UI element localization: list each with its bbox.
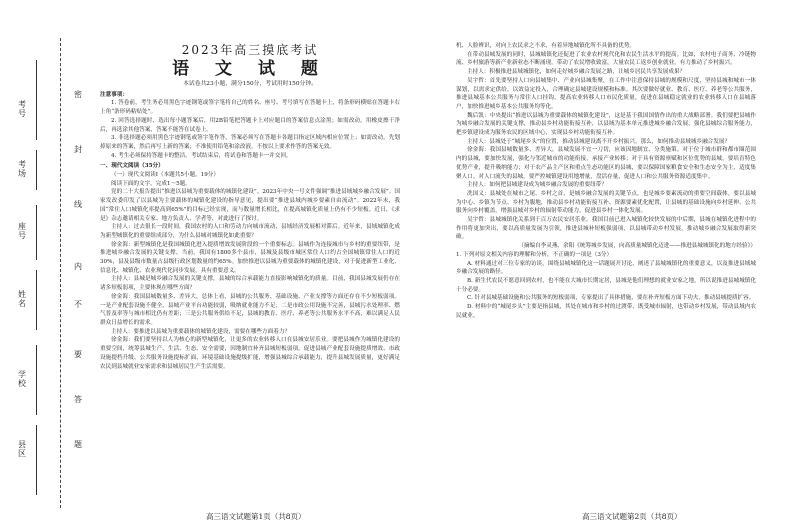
field-label-name: 姓名 xyxy=(18,290,26,308)
body-paragraph: 冼国义：县城处在城市之尾、乡村之首，是城乡融合发展的关键节点，也是城乡要素流动的重要空间载体。要以县城为中心、乡镇为节点、乡村为腹地，推动县乡村功能衔接互补、资源要素优化配置，让县城的基础设施向乡村延伸、公共服务向乡村覆盖，增强县城对乡村的辐射带动能力，促进县乡村一体化发展。 xyxy=(456,190,756,215)
field-line[interactable] xyxy=(36,60,37,140)
field-label-exam-room: 考场 xyxy=(18,160,26,178)
page-2-column xyxy=(456,42,756,321)
field-label-school: 学校 xyxy=(18,370,26,388)
note-item: 3. 非选择题必须用黑色字迹钢笔或签字笔作答，答案必须写在答题卡各题目指定区域内相应位置上；如需改动，先划掉原来的答案，然后再写上新的答案；不准使用铅笔和涂改液。不按以上要求作答的答案无效。 xyxy=(100,135,400,150)
body-paragraph: 在带动县城发展的同时，县城城镇化还促进了农业农村现代化和农民生活水平的提高。比如，农村电子商务、冷链物流、乡村旅游等新产业新业态不断涌现，带动了农民增收致富，大量农民工返乡创业就业，有力推动了乡村振兴。 xyxy=(456,51,756,67)
seal-char: 线 xyxy=(74,200,82,209)
field-label-exam-number: 考号 xyxy=(18,100,26,118)
binding-strip xyxy=(0,0,88,532)
question-option: B. 新生代农民不愿意回到农村，也不能在大城市长期定居，县城是他们理想的就业安家之地，所以说推进县城城镇化十分必要。 xyxy=(456,277,756,293)
body-paragraph: 吴宇哲：首先要坚持人口向县城集中、产业向县城集聚，在工作中注意保持县城的规模和尺度，坚持县城和城市一体谋划，以需求定供给，以效益定投入，合理确定县城建设规模和标准。其次要做好就业、教育、医疗、养老等公共服务，推进县城基本公共服务与常住人口挂钩，提高农业转移人口市民化质量，促进在县城稳定就业的农业转移人口在县城落户，加快推进城乡基本公共服务均等化。 xyxy=(456,77,756,110)
subject-title: 语 文 试 题 xyxy=(172,59,328,79)
source-citation: （摘编自李灵燕、余阳《统筹城乡发展，向高质量城镇化迈进——推进县城城镇化的地方经验》） xyxy=(518,243,756,250)
subsection-heading: （一）现代文阅读Ⅰ（本题共5小题，19分） xyxy=(111,172,219,179)
note-item: 1. 答卷前，考生务必用黑色字迹钢笔或签字笔将自己的姓名、座号、考号填写在答题卡上，将条形码横贴在答题卡右上角“条形码粘贴处”。 xyxy=(100,100,400,116)
body-paragraph: 徐金海：我们要坚持以人为核心的新型城镇化，让更多的农业转移人口在县城安居乐业。要把县城作为城镇化建设的重要空间，统筹县城生产、生活、生态、安全需要，因地制宜补齐县城短板弱项，促进县城产业配套设施提质增效、市政设施提档升级、公共服务设施提标扩面、环境基础设施提级扩能，增强县城综合承载能力，提升县城发展质量，更好满足农民到县城就业安家需求和县城居民生产生活需要。 xyxy=(100,337,400,370)
question-option: D. 材料中的“城尾乡头”主要是指县城，其处在城市和乡村的过渡带，既受城市辐射，也带动乡村发展，带动县域内农民就业。 xyxy=(456,304,756,319)
exam-meta: 本试卷共23小题，满分150分，考试用时150分钟。 xyxy=(183,81,317,87)
seal-line xyxy=(60,38,61,508)
field-line[interactable] xyxy=(36,270,37,330)
body-paragraph: 机、人脸辨识，对向上农民求之不求，有着异地城镇化所不具备的优势。 xyxy=(456,43,636,49)
field-line[interactable] xyxy=(36,150,37,190)
page-2-footer: 高三语文试题第2页（共8页） xyxy=(582,512,682,521)
page-1-footer: 高三语文试题第1页（共8页） xyxy=(206,512,306,521)
body-paragraph: 主持人：积极推进县域城镇化，如何走好城乡融合发展之路，让城乡居民共享发展成果？ xyxy=(467,69,686,76)
question-option: A. 材料通过对三位专家的访谈，围绕县城城镇化这一话题展开讨论，阐述了县城城镇化的重要意义，以及推进县域城乡融合发展的路径。 xyxy=(456,260,756,276)
body-paragraph: 徐金海：我国县城数量多、差异大，县城发展不宜一刀切，应该因地制宜、分类施策。对于位于城市群和都市圈范围内的县城，要加快发展，强化与邻近城市的功能衔接，承接产业转移；对于具有资源禀赋和区位优势的县城，要培育特色优势产业，提升吸纳能力；对于农产品主产区和重点生态功能区的县城，要以保障国家粮食安全和生态安全为主，适度集聚人口。对人口流失的县城，要严控城镇建设用地增量，盘活存量，促进人口和公共服务资源适度集中。 xyxy=(456,147,756,180)
seal-char: 密 xyxy=(74,90,82,99)
field-line[interactable] xyxy=(36,425,37,495)
field-label-district: 县区 xyxy=(18,440,26,458)
question-1-stem: 1. 下列对原文相关内容的理解和分析，不正确的一项是（3分） xyxy=(456,251,613,258)
note-item: 2. 回答选择题时，选出每小题答案后，用2B铅笔把答题卡上对应题目的答案信息点涂黑；如需改动，用橡皮擦干净后，再选涂其他答案，答案不能答在试卷上。 xyxy=(100,117,400,133)
body-paragraph: 徐金海：新型城镇化是我国城镇化进入提质增效发展阶段的一个重要标志。县城作为连接城市与乡村的重要纽带，是推进城乡融合发展的关键支撑。当前，我国有1800多个县市，县城及县级市城区常住人口约占全国城镇常住人口的近30%，县及县级市数量占县级行政区划数量的约65%。加快推进以县城为重要载体的城镇化建设，对于促进新型工业化、信息化、城镇化、农业现代化同步发展，具有重要意义。 xyxy=(100,241,400,274)
seal-char: 内 xyxy=(74,262,82,271)
seal-char: 答 xyxy=(74,395,82,404)
body-paragraph: 主持人：过去很长一段时间，我国农村的人口和劳动力向城市流动，县域经济发展相对滞后。近年来，县域城镇化成为新型城镇化的重要组成部分，为什么县城对城镇化如此重要？ xyxy=(100,224,400,239)
section-heading: 一、现代文阅读（35分） xyxy=(100,163,164,170)
body-paragraph: 吴宇哲：县城城镇化关系到千百万农民安居乐业。我国目前已进入城镇化较快发展的中后期，县城在城镇化进程中的作用将更加突出，要以高质量发展为引领，推进县城补短板强弱项，以县城带动乡村发展，推动城乡融合发展取得新突破。 xyxy=(456,217,756,241)
seal-char: 不 xyxy=(74,300,82,309)
field-line[interactable] xyxy=(36,345,37,415)
notes-heading: 注意事项： xyxy=(100,91,128,98)
body-paragraph: 党的二十大报告提出“推进以县城为重要载体的城镇化建设”。2023年中央一号文件强调“推进县域城乡融合发展”。国家发改委印发了以县城为主要载体的城镇化建设的指导意见，提出要“推进县域内城乡要素自由流动”。2022年末，我国“常住人口城镇化率提高到65%”的目标已经实现，而与数量增长相比，在提高城镇化质量上仍有不少短板。近日，《求是》杂志邀请相关专家、地方负责人、学者等，对此进行了探讨。 xyxy=(100,189,400,222)
exam-title: 2023年高三摸底考试 xyxy=(181,43,319,57)
seal-char: 要 xyxy=(74,350,82,359)
question-option: C. 针对县城基础设施和公共服务的短板弱项，专家提出了具体措施，要在补齐短板方面下功夫，推动县城提质扩容。 xyxy=(467,295,755,302)
seal-char: 封 xyxy=(74,145,82,154)
note-item: 4. 考生必须保持答题卡的整洁。考试结束后，将试卷和答题卡一并交回。 xyxy=(111,152,292,159)
seal-char: 题 xyxy=(74,440,82,449)
field-label-seat: 座号 xyxy=(18,222,26,240)
page-1-column xyxy=(100,42,400,371)
body-paragraph: 主持人：如何把县城建设成为城乡融合发展的重要纽带？ xyxy=(467,182,607,189)
body-paragraph: 主持人：县城处于“城尾乡头”的位置，推动县城建设离不开乡村振兴。那么，如何推动县域城乡融合发展？ xyxy=(467,138,731,145)
field-line[interactable] xyxy=(36,205,37,260)
body-paragraph: 徐金海：我国县城数量多、差异大，总体上看，县城的公共服务、基础设施、产业支撑等方面还存在不少短板弱项。一是产业配套设施不健全，县城产业平台功能较弱，吸纳就业能力不足；二是市政公用设施不完善，县城污水处理率、燃气普及率等与城市相比仍有差距；三是公共服务供给不足，县城的教育、医疗、养老等公共服务水平不高，难以满足人民群众日益增长的需求。 xyxy=(100,293,400,326)
body-paragraph: 主持人：要推进以县城为重要载体的城镇化建设，需要在哪些方面着力？ xyxy=(111,328,291,335)
body-paragraph: 主持人：县城是城乡融合发展的关键支撑，县城的综合承载能力直接影响城镇化的质量。目前，我国县城发展仍存在诸多短板弱项，主要体现在哪些方面？ xyxy=(100,276,400,292)
body-paragraph: 魏后凯：中央提出“推进以县城为重要载体的城镇化建设”，这是基于我国国情作出的重大战略部署。我们要把县城作为城乡融合发展的关键支撑，推动县乡村功能衔接互补，以县域为基本单元推进城乡融合发展，强化县城综合服务能力，把乡镇建设成为服务农民的区域中心，实现县乡村功能衔接互补。 xyxy=(456,112,756,137)
instruction: 阅读下面的文字，完成1～5题。 xyxy=(111,180,191,187)
